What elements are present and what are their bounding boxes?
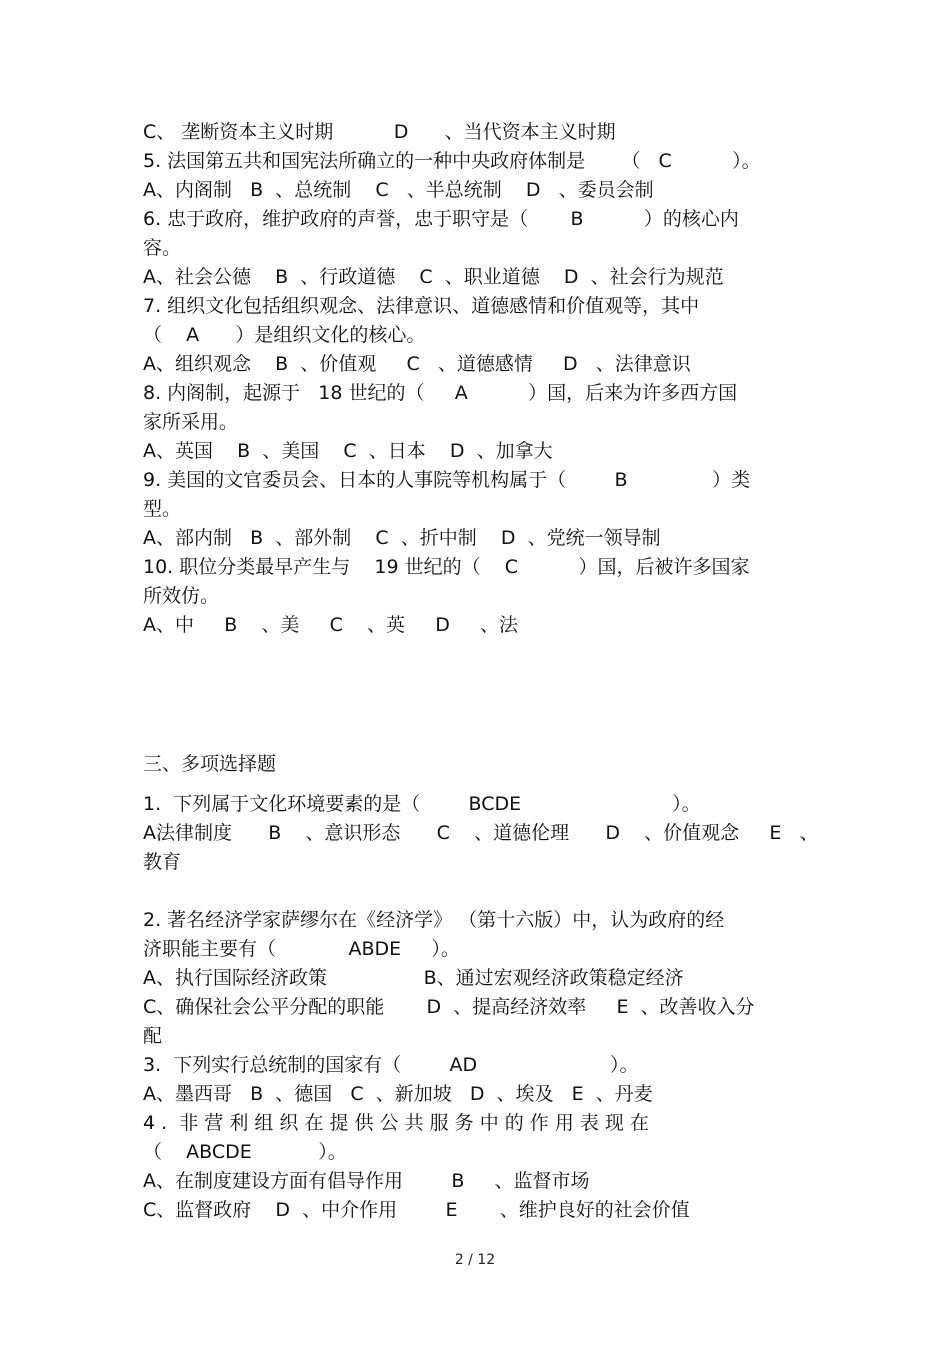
question-7-continued: （ A ）是组织文化的核心。 <box>143 324 426 346</box>
question-7: 7. 组织文化包括组织观念、法律意识、道德感情和价值观等，其中 <box>143 295 700 317</box>
question-6: 6. 忠于政府，维护政府的声誉，忠于职守是（ B ）的核心内 <box>143 208 739 230</box>
question-10-continued: 所效仿。 <box>143 585 220 607</box>
mc-question-2-continued: 济职能主要有（ ABDE ）。 <box>143 938 460 960</box>
mc-question-4-options-ab: A、在制度建设方面有倡导作用 B 、监督市场 <box>143 1170 590 1192</box>
page-number: 2 / 12 <box>454 1252 496 1268</box>
question-10-options: A、中 B 、美 C 、英 D 、法 <box>143 614 519 636</box>
mc-question-3: 3. 下列实行总统制的国家有（ AD ）。 <box>143 1054 639 1076</box>
mc-question-4-options-cde: C、监督政府 D 、中介作用 E 、维护良好的社会价值 <box>143 1199 690 1221</box>
mc-question-2-options-cde: C、确保社会公平分配的职能 D 、提高经济效率 E 、改善收入分 <box>143 996 755 1018</box>
section-heading-multiple-choice: 三、多项选择题 <box>143 753 277 775</box>
question-8: 8. 内阁制，起源于 18 世纪的（ A ）国，后来为许多西方国 <box>143 382 738 404</box>
question-9: 9. 美国的文官委员会、日本的人事院等机构属于（ B ）类 <box>143 469 751 491</box>
question-7-options: A、组织观念 B 、价值观 C 、道德感情 D 、法律意识 <box>143 353 691 375</box>
question-9-continued: 型。 <box>143 498 182 520</box>
mc-question-4-continued: （ ABCDE ）。 <box>143 1141 347 1163</box>
question-5: 5. 法国第五共和国宪法所确立的一种中央政府体制是 （ C ）。 <box>143 150 761 172</box>
question-9-options: A、部内制 B 、部外制 C 、折中制 D 、党统一领导制 <box>143 527 661 549</box>
question-8-options: A、英国 B 、美国 C 、日本 D 、加拿大 <box>143 440 553 462</box>
question-6-continued: 容。 <box>143 237 182 259</box>
mc-question-4: 4 . 非 营 利 组 织 在 提 供 公 共 服 务 中 的 作 用 表 现 在 <box>143 1112 649 1134</box>
mc-question-1-options-continued: 教育 <box>143 851 182 873</box>
question-6-options: A、社会公德 B 、行政道德 C 、职业道德 D 、社会行为规范 <box>143 266 724 288</box>
mc-question-2-options-continued: 配 <box>143 1025 163 1047</box>
question-5-options: A、内阁制 B 、总统制 C 、半总统制 D 、委员会制 <box>143 179 654 201</box>
question-8-continued: 家所采用。 <box>143 411 239 433</box>
mc-question-3-options: A、墨西哥 B 、德国 C 、新加坡 D 、埃及 E 、丹麦 <box>143 1083 653 1105</box>
mc-question-2-options-ab: A、执行国际经济政策 B、通过宏观经济政策稳定经济 <box>143 967 684 989</box>
mc-question-2: 2. 著名经济学家萨缪尔在《经济学》 （第十六版）中，认为政府的经 <box>143 909 725 931</box>
question-10: 10. 职位分类最早产生与 19 世纪的（ C ）国，后被许多国家 <box>143 556 750 578</box>
text-line: C、 垄断资本主义时期 D 、当代资本主义时期 <box>143 121 616 143</box>
mc-question-1: 1. 下列属于文化环境要素的是（ BCDE ）。 <box>143 793 701 815</box>
mc-question-1-options: A法律制度 B 、意识形态 C 、道德伦理 D 、价值观念 E 、 <box>143 822 819 844</box>
